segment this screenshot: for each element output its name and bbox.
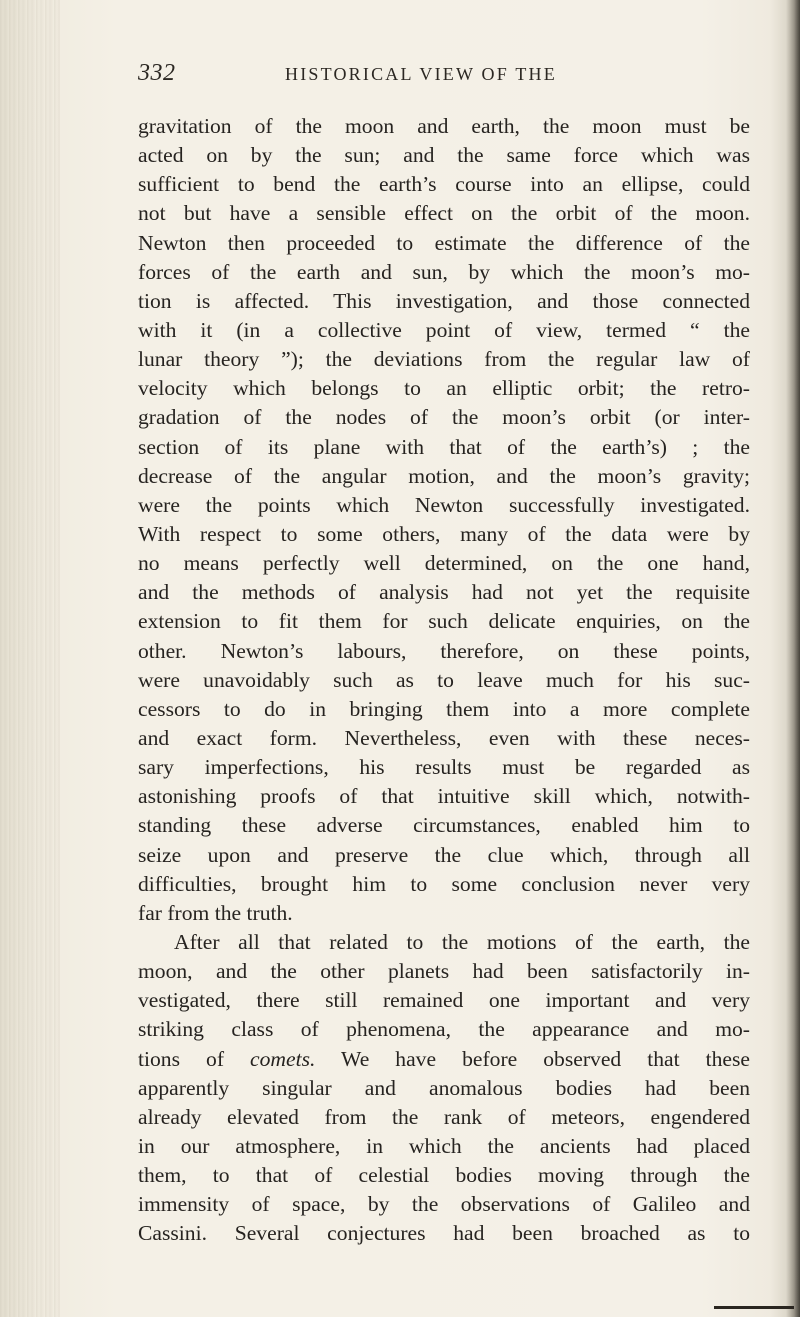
text-line: no means perfectly well determined, on the one hand, [138, 551, 750, 576]
text-line: with it (in a collective point of view, termed “ the [138, 317, 750, 342]
page-edge-right [786, 0, 800, 1317]
text-fragment: We have before observed that these [315, 1046, 750, 1071]
text-line: and the methods of analysis had not yet the requisite [138, 580, 750, 605]
page-number: 332 [138, 60, 176, 86]
text-line: section of its plane with that of the earth’s) ; the [138, 434, 750, 459]
text-line: far from the truth. [138, 900, 293, 925]
text-line: and exact form. Nevertheless, even with these neces- [138, 725, 750, 750]
text-line: gradation of the nodes of the moon’s orbit (or inter- [138, 405, 750, 430]
text-line: After all that related to the motions of the earth, the [174, 929, 750, 954]
text-line: With respect to some others, many of the data were by [138, 521, 750, 546]
text-line-with-emphasis [138, 1045, 750, 1074]
text-line: seize upon and preserve the clue which, through all [138, 842, 750, 867]
text-line: sary imperfections, his results must be regarded as [138, 755, 750, 780]
text-line: tion is affected. This investigation, and those connected [138, 288, 750, 313]
running-head [138, 60, 748, 96]
text-line: velocity which belongs to an elliptic orbit; the retro- [138, 376, 750, 401]
text-line: in our atmosphere, in which the ancients had placed [138, 1133, 750, 1158]
text-line: cessors to do in bringing them into a more complete [138, 696, 750, 721]
text-line: decrease of the angular motion, and the moon’s gravity; [138, 463, 750, 488]
text-line: gravitation of the moon and earth, the moon must be [138, 114, 750, 138]
text-line: difficulties, brought him to some conclusion never very [138, 871, 750, 896]
text-line: Cassini. Several conjectures had been broached as to [138, 1221, 750, 1246]
text-line: striking class of phenomena, the appearance and mo- [138, 1017, 750, 1042]
text-line: moon, and the other planets had been satisfactorily in- [138, 959, 750, 984]
text-line: acted on by the sun; and the same force which was [138, 143, 750, 168]
text-fragment: tions of [138, 1046, 251, 1071]
text-line: forces of the earth and sun, by which the moon’s mo- [138, 259, 750, 284]
text-line: extension to fit them for such delicate enquiries, on the [138, 609, 750, 634]
text-line: other. Newton’s labours, therefore, on these points, [138, 638, 750, 663]
text-line: immensity of space, by the observations of Galileo and [138, 1192, 750, 1217]
text-line: sufficient to bend the earth’s course into an ellipse, could [138, 172, 750, 197]
text-line: vestigated, there still remained one important and very [138, 988, 750, 1013]
text-line: were unavoidably such as to leave much for his suc- [138, 667, 750, 692]
text-line: were the points which Newton successfully investigated. [138, 492, 750, 517]
text-line: Newton then proceeded to estimate the difference of the [138, 230, 750, 255]
running-title: HISTORICAL VIEW OF THE [285, 64, 557, 84]
text-line: not but have a sensible effect on the orbit of the moon. [138, 201, 750, 226]
text-line: standing these adverse circumstances, enabled him to [138, 813, 750, 838]
body-text [138, 112, 750, 1248]
text-line: already elevated from the rank of meteors, engendered [138, 1104, 750, 1129]
text-line: them, to that of celestial bodies moving through the [138, 1163, 750, 1188]
text-line: astonishing proofs of that intuitive skill which, notwith- [138, 784, 750, 809]
page-gutter-left [0, 0, 60, 1317]
text-line: apparently singular and anomalous bodies had been [138, 1075, 750, 1100]
page-edge-mark [714, 1306, 794, 1309]
emphasized-word: comets. [250, 1046, 316, 1071]
text-line: lunar theory ”); the deviations from the regular law of [138, 347, 750, 372]
